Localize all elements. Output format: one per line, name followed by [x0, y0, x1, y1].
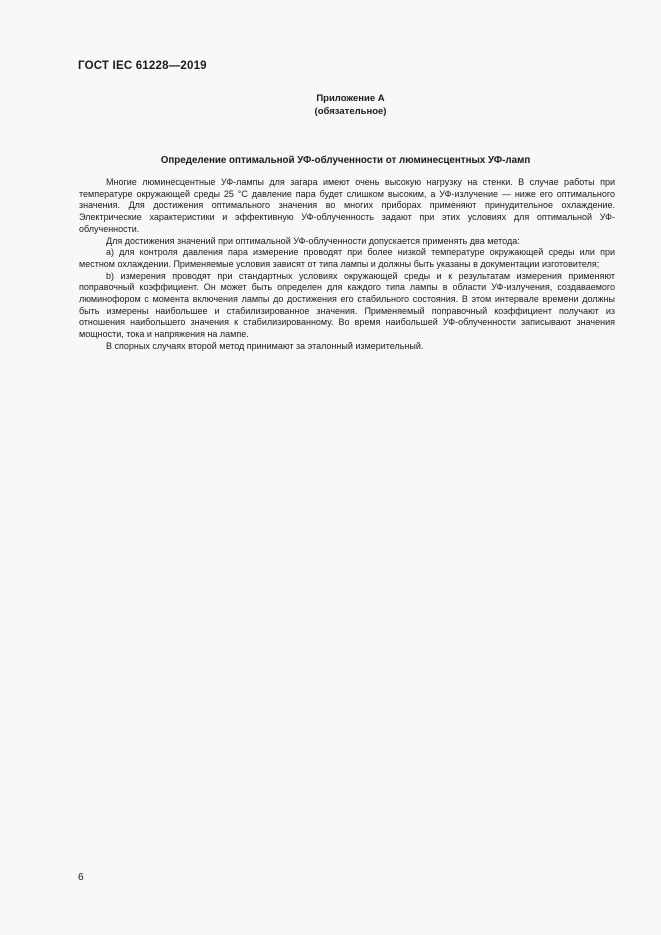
annex-title: Приложение А [316, 93, 385, 104]
section-title: Определение оптимальной УФ-облученности от люминесцентных УФ-ламп [160, 155, 531, 166]
annex-status: (обязательное) [314, 106, 387, 117]
annex-heading [0, 92, 661, 118]
paragraph-methods: Для достижения значений при оптимальной УФ-облученности допускается применять два метода: [106, 235, 520, 246]
paragraph-method-a: а) для контроля давления пара измерение проводят при более низкой температуре окружающей среды или при местном охлаждении. Применяемые условия зависят от типа лампы и должны быть указаны в документации изготовителя; [79, 247, 615, 269]
paragraph-method-b: b) измерения проводят при стандартных условиях окружающей среды и к результатам измерения применяют поправочный коэффициент. Он может быть определен для каждого типа лампы в области УФ-излучения, создаваемого люминофором с момента включения лампы до достижения его стабильного состояния. В этом интервале времени должны быть измерены наибольшее и стабилизированное значения. Применяемый поправочный коэффициент получают из отношения наибольшего значения к стабилизированному. Во время наибольшей УФ-облученности записывают значения мощности, тока и напряжения на лампе. [79, 270, 615, 340]
paragraph-intro: Многие люминесцентные УФ-лампы для загара имеют очень высокую нагрузку на стенки. В случае работы при температуре окружающей среды 25 °С давление пара будет слишком высоким, а УФ-излучение — ниже его оптимального значения. Для достижения оптимального значения во многих приборах применяют принудительное охлаждение. Электрические характеристики и эффективную УФ-облученность задают при этих условиях для оптимальной УФ-облученности. [79, 177, 615, 234]
standard-designation: ГОСТ IEC 61228—2019 [78, 60, 207, 72]
body-text [79, 177, 615, 353]
paragraph-reference: В спорных случаях второй метод принимают за эталонный измерительный. [106, 340, 424, 351]
page-number: 6 [78, 872, 84, 883]
